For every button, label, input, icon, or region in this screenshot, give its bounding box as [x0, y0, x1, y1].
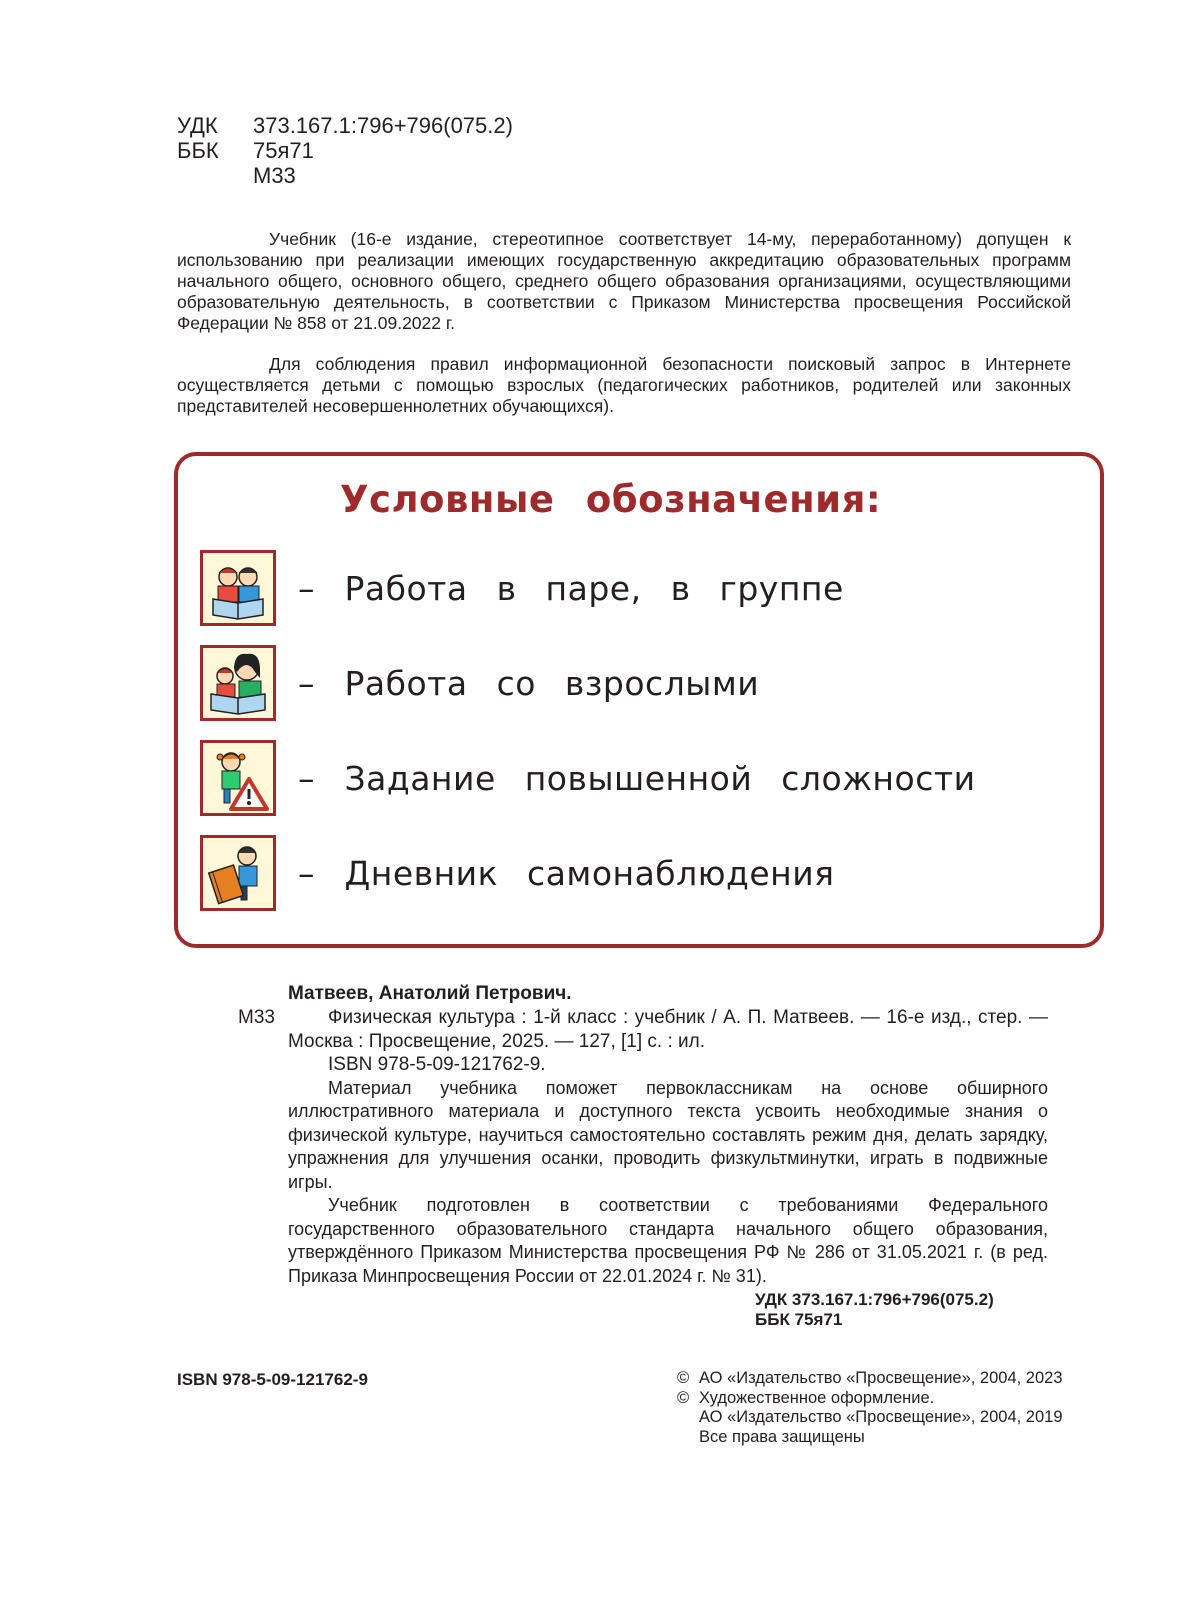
- legend-item-diary: [200, 833, 835, 913]
- bib-isbn-line: ISBN 978-5-09-121762-9.: [328, 1054, 546, 1075]
- hard-task-icon: [200, 740, 276, 816]
- udk-value: 373.167.1:796+796(075.2): [253, 113, 513, 138]
- bib-annotation: Материал учебника поможет первоклассникам на основе обширного иллюстративного материала и доступного текста усвоить необходимые знания о физической культуре, научиться самостоятельно составлять режим дня, делать зарядку, упражнения для улучшения осанки, проводить физкультминутки, играть в подвижные игры.: [288, 1077, 1048, 1192]
- legend-item-label: Задание повышенной сложности: [344, 758, 976, 798]
- bib-codes: [755, 1290, 994, 1330]
- bib-record: [288, 1006, 1048, 1288]
- legend-item-label: Дневник самонаблюдения: [344, 853, 835, 893]
- diary-icon: [200, 835, 276, 911]
- legend-dash: –: [298, 853, 315, 893]
- legend-dash: –: [298, 568, 315, 608]
- legend-item-label: Работа со взрослыми: [344, 663, 760, 703]
- bib-mark: М33: [238, 1007, 275, 1028]
- bbk-value: 75я71: [253, 138, 314, 163]
- copyright-design: Художественное оформление.: [699, 1388, 935, 1407]
- bbk-label: ББК: [177, 138, 219, 163]
- legend-title: Условные обозначения:: [340, 478, 882, 521]
- copyright-design-holder: АО «Издательство «Просвещение», 2004, 2019: [699, 1408, 1063, 1426]
- udk-label: УДК: [177, 113, 218, 138]
- rights-reserved: Все права защищены: [699, 1427, 865, 1446]
- copyright-sign: ©: [677, 1369, 690, 1387]
- copyright-block: [677, 1369, 1063, 1447]
- bib-title-line: Физическая культура : 1-й класс : учебник / А. П. Матвеев. — 16-е изд., стер. — Москва : Просвещение, 2025. — 127, [1] с. : ил.: [288, 1007, 1048, 1052]
- pair-work-icon: [200, 550, 276, 626]
- legend-item-label: Работа в паре, в группе: [344, 568, 844, 608]
- footer-isbn: ISBN 978-5-09-121762-9: [177, 1370, 368, 1389]
- classification-header: [177, 113, 513, 188]
- legend-item-hard-task: [200, 738, 976, 818]
- copyright-sign: ©: [677, 1388, 690, 1407]
- legend-dash: –: [298, 758, 315, 798]
- adult-work-icon: [200, 645, 276, 721]
- bib-udk: УДК 373.167.1:796+796(075.2): [755, 1290, 994, 1309]
- legend-dash: –: [298, 663, 315, 703]
- author-mark: М33: [253, 163, 296, 188]
- bib-bbk: ББК 75я71: [755, 1310, 843, 1329]
- legend-item-pair-work: [200, 548, 844, 628]
- copyright-publisher: АО «Издательство «Просвещение», 2004, 2023: [699, 1369, 1063, 1387]
- bib-author: Матвеев, Анатолий Петрович.: [288, 983, 572, 1004]
- approval-notice: Учебник (16-е издание, стереотипное соответствует 14-му, переработанному) допущен к использованию при реализации имеющих государственную аккредитацию образовательных программ начального общего, основного общего, среднего общего образования организациями, осуществляющими образовательную деятельность, в соответствии с Приказом Министерства просвещения Российской Федерации № 858 от 21.09.2022 г.: [177, 229, 1071, 333]
- legend-item-adult-work: [200, 643, 759, 723]
- bib-standard-note: Учебник подготовлен в соответствии с требованиями Федерального государственного образовательного стандарта начального общего образования, утверждённого Приказом Министерства просвещения РФ № 286 от 31.05.2021 г. (в ред. Приказа Минпросвещения России от 22.01.2024 г. № 31).: [288, 1195, 1048, 1286]
- safety-notice: Для соблюдения правил информационной безопасности поисковый запрос в Интернете осуществляется детьми с помощью взрослых (педагогических работников, родителей или законных представителей несовершеннолетних обучающихся).: [177, 354, 1071, 416]
